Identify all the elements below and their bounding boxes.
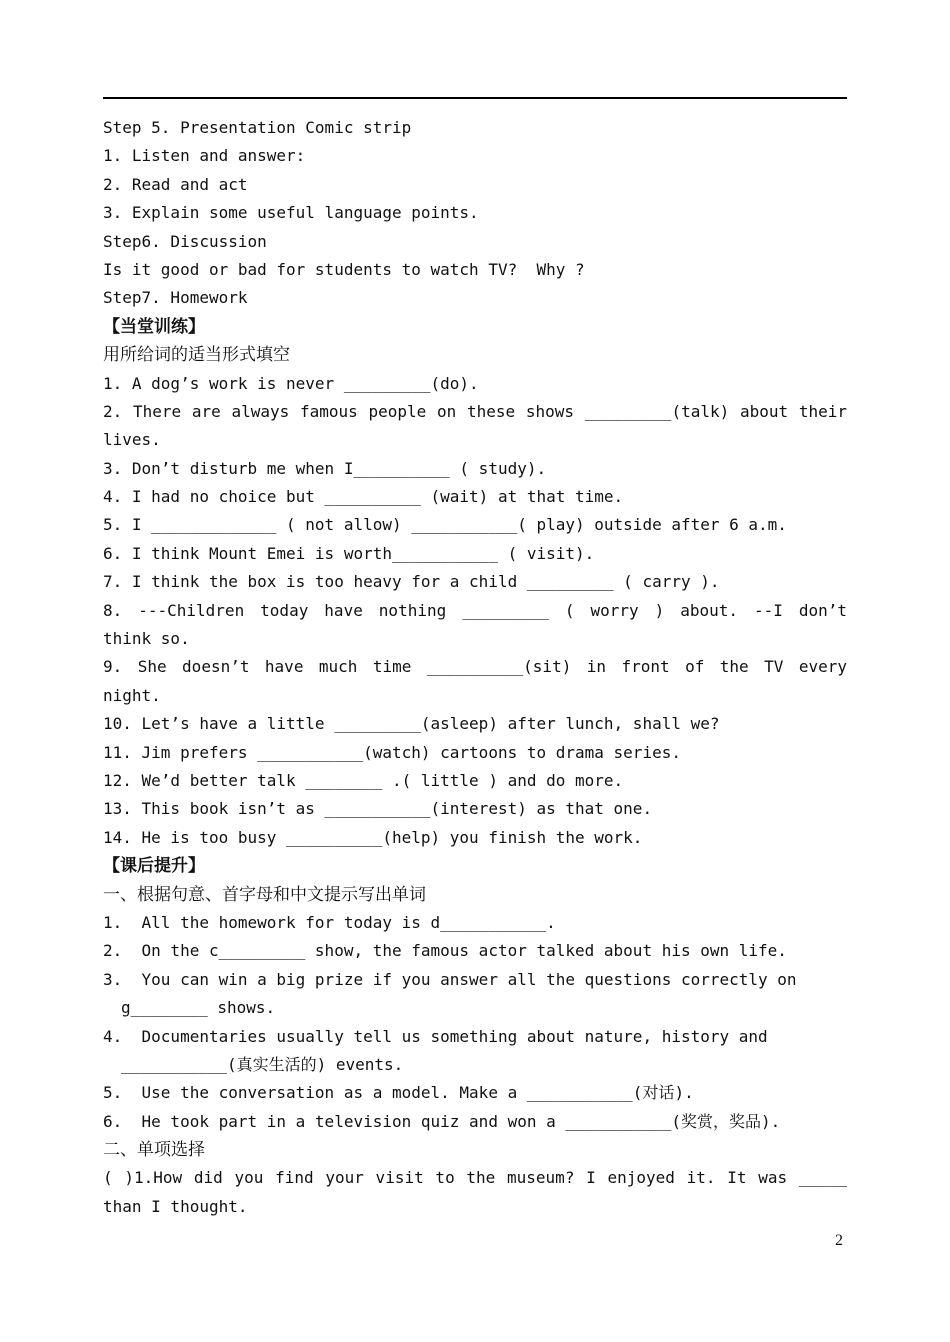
exercise-item-continued: night. [103,685,161,705]
exercise-item: 4. I had no choice but __________ (wait) at that time. [103,487,624,507]
exercise-item: 2. There are always famous people on these shows _________(talk) about their [103,401,847,421]
exercise-item: 10. Let’s have a little _________(asleep) after lunch, shall we? [103,714,720,734]
multiple-choice-item-continued: than I thought. [103,1196,248,1216]
step-line: Step7. Homework [103,288,248,308]
part-title: 一、根据句意、首字母和中文提示写出单词 [103,884,426,905]
word-item: 3. You can win a big prize if you answer all the questions correctly on [103,969,797,989]
part-title: 二、单项选择 [103,1140,205,1161]
step-line: 3. Explain some useful language points. [103,203,479,223]
word-item-continued: ___________(真实生活的) events. [121,1054,404,1074]
step-line: Is it good or bad for students to watch TV? Why ? [103,259,585,279]
multiple-choice-item: ( )1.How did you find your visit to the museum? I enjoyed it. It was _____ [103,1168,847,1188]
exercise-item: 9. She doesn’t have much time __________(sit) in front of the TV every [103,657,847,677]
exercise-item-continued: lives. [103,430,161,450]
exercise-item-continued: think so. [103,629,190,649]
step-line: 2. Read and act [103,174,248,194]
word-item: 2. On the c_________ show, the famous actor talked about his own life. [103,941,787,961]
step-line: Step 5. Presentation Comic strip [103,118,412,137]
page-number: 2 [835,1232,843,1249]
exercise-item: 13. This book isn’t as ___________(interest) as that one. [103,799,653,819]
exercise-item: 14. He is too busy __________(help) you finish the work. [103,827,643,847]
word-item: 4. Documentaries usually tell us something about nature, history and [103,1026,768,1046]
section-instruction: 用所给词的适当形式填空 [103,345,290,366]
word-item: 1. All the homework for today is d___________. [103,912,556,932]
exercise-item: 12. We’d better talk ________ .( little ) and do more. [103,770,624,790]
step-line: Step6. Discussion [103,231,267,251]
exercise-item: 7. I think the box is too heavy for a child _________ ( carry ). [103,572,720,592]
exercise-item: 3. Don’t disturb me when I__________ ( study). [103,458,547,478]
exercise-item: 8. ---Children today have nothing _________ ( worry ) about. --I don’t [103,600,847,620]
word-item: 6. He took part in a television quiz and won a ___________(奖赏，奖品). [103,1111,781,1131]
section-heading-after-class: 【课后提升】 [103,856,205,877]
page-content [103,114,847,1221]
section-heading-practice: 【当堂训练】 [103,316,205,337]
word-item-continued: g________ shows. [121,998,276,1018]
word-item: 5. Use the conversation as a model. Make a ___________(对话). [103,1083,694,1103]
exercise-item: 5. I _____________ ( not allow) ___________( play) outside after 6 a.m. [103,515,787,535]
exercise-item: 1. A dog’s work is never _________(do). [103,373,479,393]
step-line: 1. Listen and answer: [103,146,306,166]
exercise-item: 11. Jim prefers ___________(watch) cartoons to drama series. [103,742,681,762]
exercise-item: 6. I think Mount Emei is worth___________ ( visit). [103,543,595,563]
header-rule [103,97,847,99]
